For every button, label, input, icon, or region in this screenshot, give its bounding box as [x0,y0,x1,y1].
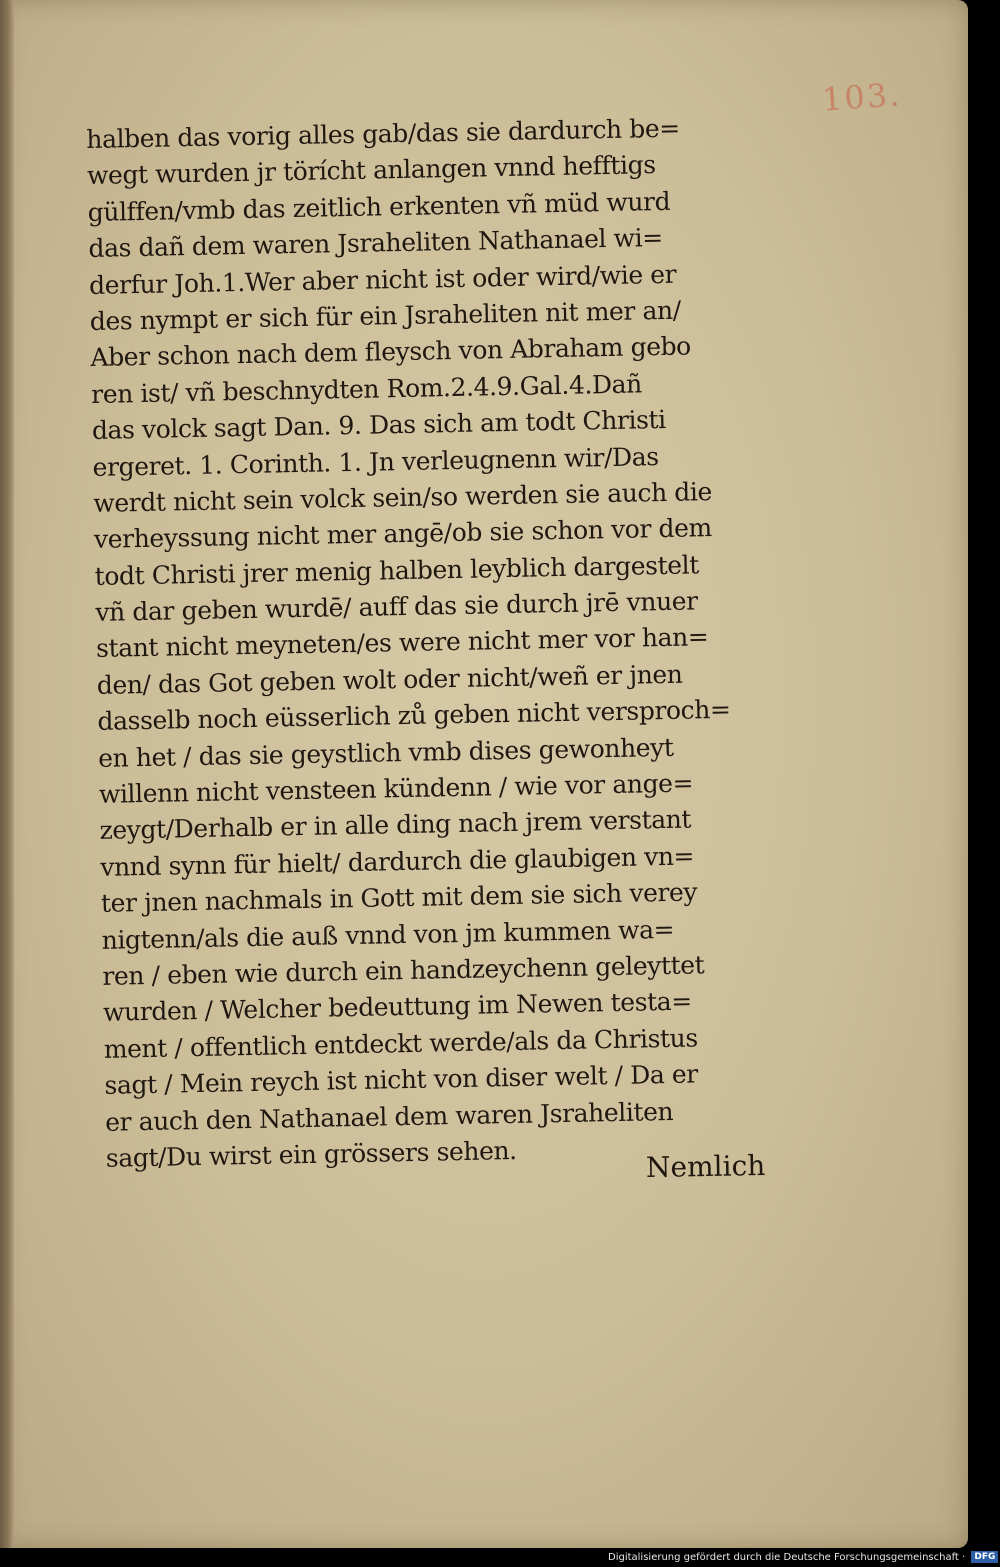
text-line: wurden / Welcher bedeuttung im Newen testa= [102,986,693,1028]
text-line: das volck sagt Dan. 9. Das sich am todt Christi [91,405,667,446]
digitization-credit [608,1551,998,1565]
text-line: vñ dar geben wurdē/ auff das sie durch jrē vnuer [95,586,698,627]
catchword: Nemlich [645,1148,766,1185]
text-line: ren / eben wie durch ein handzeychenn geleyttet [102,950,705,991]
folio-number: 103. [820,75,903,119]
text-line: todt Christi jrer menig halben leyblich dargestelt [94,550,700,591]
text-line: des nympt er sich für ein Jsraheliten nit mer an/ [89,295,681,336]
text-line: willenn nicht vensteen kündenn / wie vor ange= [98,768,694,809]
text-line: er auch den Nathanael dem waren Jsraheliten [104,1096,674,1137]
text-line: sagt/Du wirst ein grössers sehen. [105,1135,517,1173]
text-line: verheyssung nicht mer angē/ob sie schon vor dem [93,513,713,555]
text-line: ter jnen nachmals in Gott mit dem sie sich verey [100,877,698,919]
text-line: ergeret. 1. Corinth. 1. Jn verleugnenn wir/Das [92,441,659,482]
text-line: nigtenn/als die auß vnnd von jm kummen wa= [101,914,675,955]
text-line: ren ist/ vñ beschnydten Rom.2.4.9.Gal.4.Dañ [90,369,643,409]
text-line: zeygt/Derhalb er in alle ding nach jrem verstant [99,804,692,846]
text-line: ment / offentlich entdeckt werde/als da Christus [103,1023,699,1064]
text-line: derfur Joh.1.Wer aber nicht ist oder wird/wie er [88,259,677,300]
text-line: wegt wurden jr törícht anlangen vnnd hefftigs [86,150,656,191]
text-line: en het / das sie geystlich vmb dises gewonheyt [97,732,674,773]
text-line: den/ das Got geben wolt oder nicht/weñ er jnen [96,659,683,700]
text-line: werdt nicht sein volck sein/so werden sie auch die [93,476,713,518]
text-line: halben das vorig alles gab/das sie dardurch be= [86,113,681,154]
dfg-logo: DFG [971,1551,998,1563]
text-line: sagt / Mein reych ist nicht von diser welt / Da er [104,1059,699,1100]
credit-text: Digitalisierung gefördert durch die Deutsche Forschungsgemeinschaft · [608,1552,966,1563]
text-line: stant nicht meyneten/es were nicht mer vor han= [95,622,709,664]
body-text [86,109,806,1178]
text-line: Aber schon nach dem fleysch von Abraham gebo [90,331,692,373]
text-line: vnnd synn für hielt/ dardurch die glaubigen vn= [100,841,695,882]
text-line: dasselb noch eüsserlich zů geben nicht versproch= [97,694,731,737]
page-binding-edge [0,0,14,1548]
text-line: gülffen/vmb das zeitlich erkenten vñ müd wurd [87,186,671,227]
text-line: das dañ dem waren Jsraheliten Nathanael wi= [88,223,663,264]
